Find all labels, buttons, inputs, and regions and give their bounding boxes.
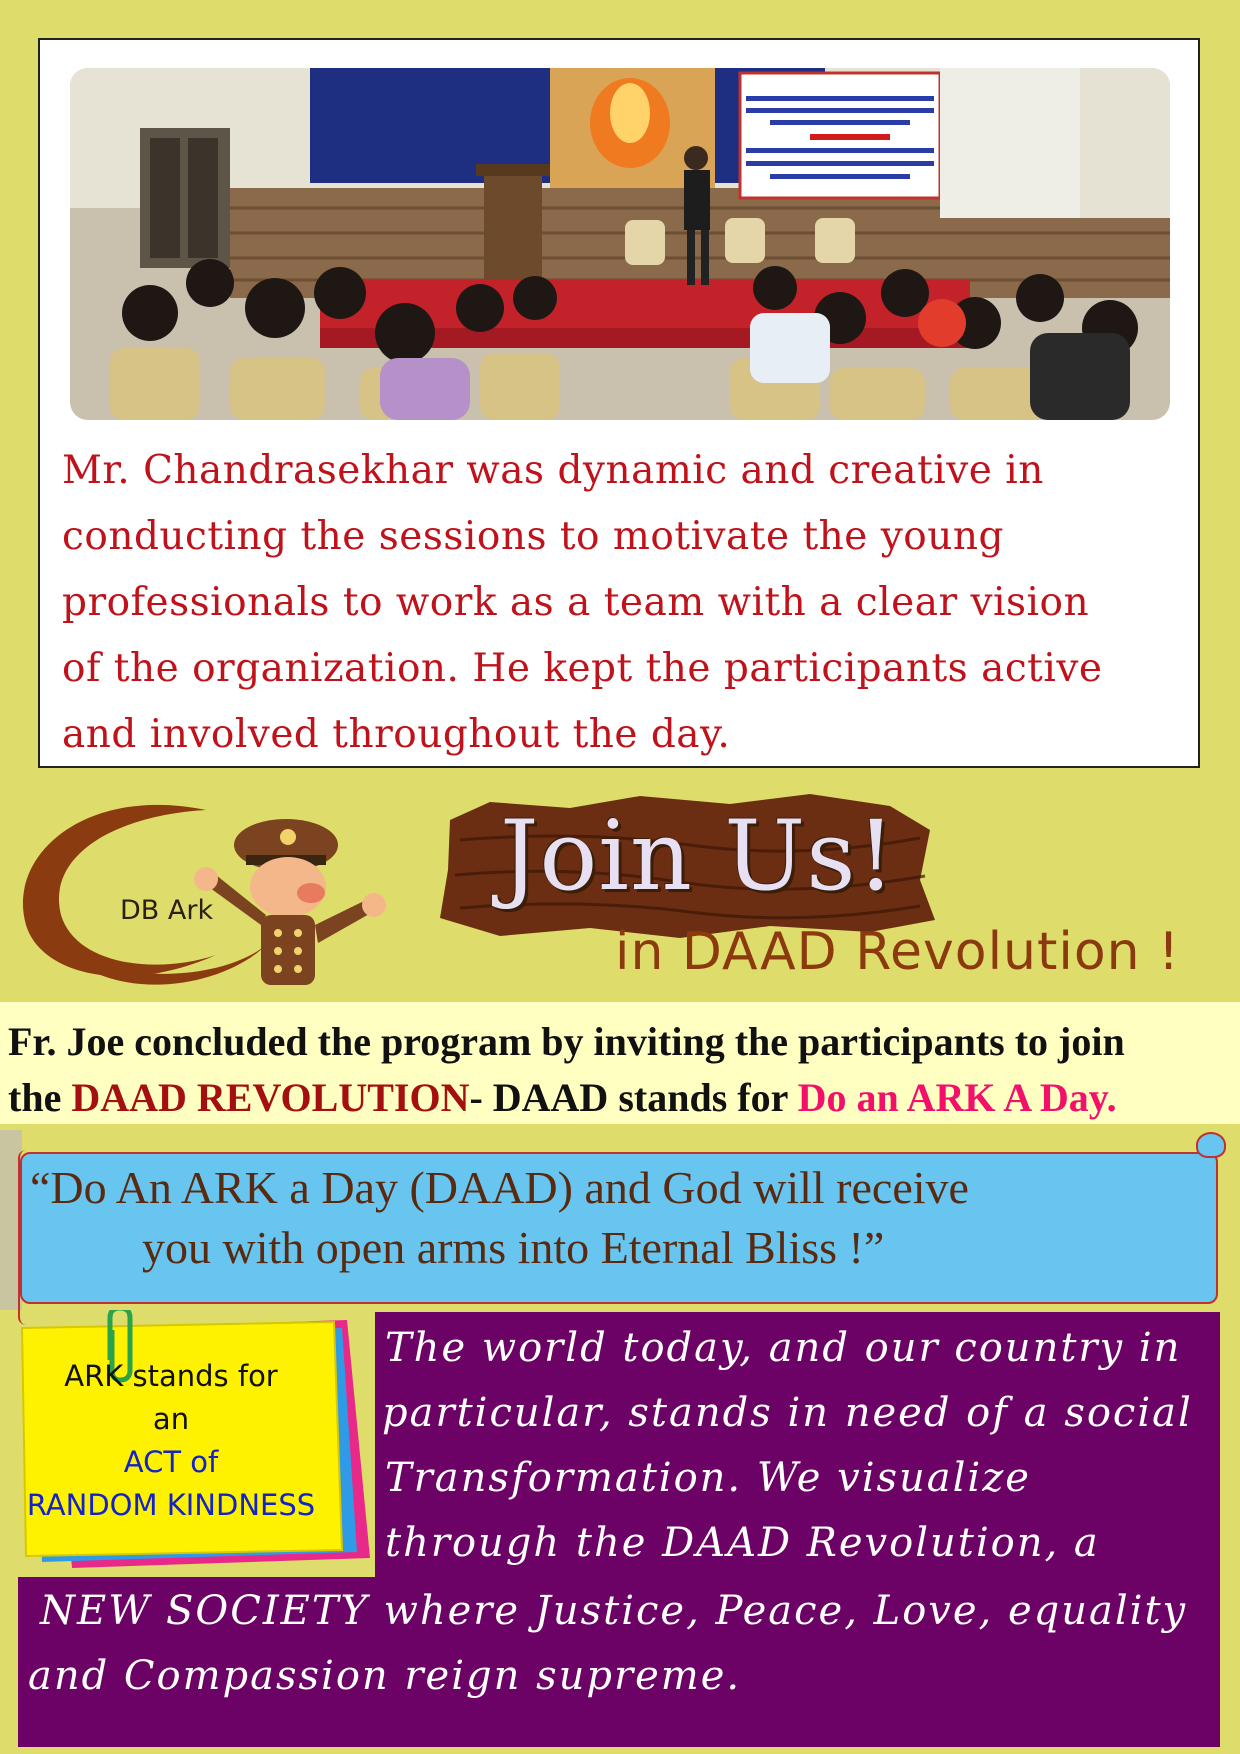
quote-line-2: you with open arms into Eternal Bliss !” [142,1222,885,1273]
event-photo [70,68,1170,420]
conclusion-line-2 [8,1070,1238,1126]
db-ark-logo [6,775,396,1000]
caption-line: professionals to work as a team with a clear vision [62,580,1090,625]
caption-line: conducting the sessions to motivate the young [62,514,1004,559]
conclusion-mid: - DAAD stands for [469,1075,798,1120]
note-line: an [152,1402,190,1436]
daad-quote [30,1158,1210,1278]
vision-line: and Compassion reign supreme. [28,1653,742,1699]
scroll-curl [1196,1132,1226,1158]
vision-line: NEW SOCIETY where Justice, Peace, Love, equality [40,1588,1188,1634]
note-line: ARK stands for [64,1359,278,1393]
caption-line: and involved throughout the day. [62,712,731,757]
caption-line: of the organization. He kept the participants active [62,646,1103,691]
note-line: ACT of [123,1445,219,1479]
conclusion-text [8,1014,1238,1126]
ark-definition-note [12,1355,330,1527]
join-us-subtitle: in DAAD Revolution ! [615,922,1180,982]
daad-meaning: Do an ARK A Day. [797,1075,1117,1120]
vision-line: The world today, and our country in [385,1325,1182,1371]
logo-text: DB Ark [120,895,214,926]
vision-line: particular, stands in need of a social [382,1390,1193,1436]
vision-line: through the DAAD Revolution, a [385,1520,1100,1566]
photo-caption [62,438,1182,768]
caption-line: Mr. Chandrasekhar was dynamic and creative in [62,448,1044,493]
quote-line-1: “Do An ARK a Day (DAAD) and God will receive [30,1162,969,1213]
join-us-title: Join Us! [499,800,897,912]
conclusion-pre: the [8,1075,72,1120]
note-line: RANDOM KINDNESS [26,1488,316,1522]
conclusion-line-1: Fr. Joe concluded the program by inviting the participants to join [8,1019,1125,1064]
daad-revolution-highlight: DAAD REVOLUTION [71,1075,470,1120]
vision-line: Transformation. We visualize [385,1455,1031,1501]
